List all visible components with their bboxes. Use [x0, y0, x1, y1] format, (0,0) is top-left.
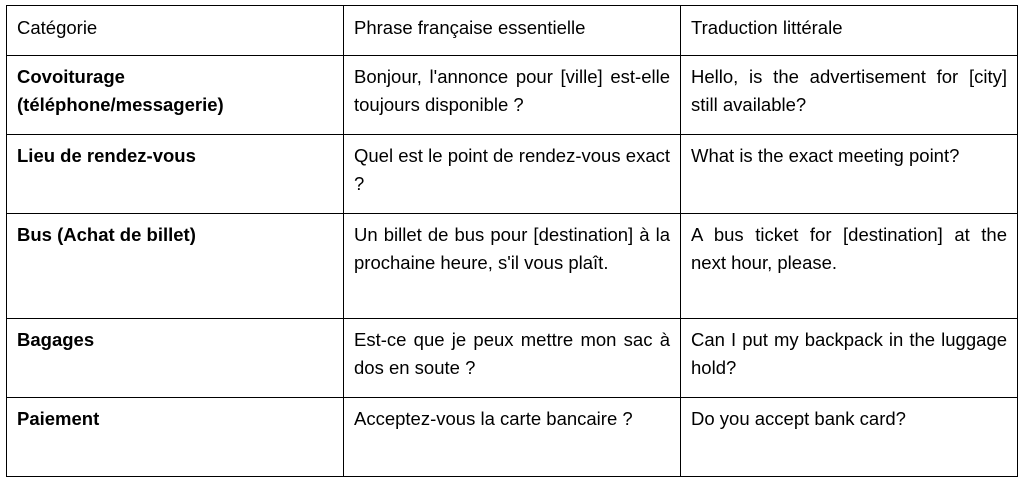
row-phrase: Bonjour, l'annonce pour [ville] est-elle toujours disponible ?: [344, 56, 681, 135]
row-translation: Can I put my backpack in the luggage hold?: [681, 319, 1018, 398]
row-translation: A bus ticket for [destination] at the next hour, please.: [681, 214, 1018, 319]
table-row: [7, 56, 1018, 135]
row-translation: Hello, is the advertisement for [city] still available?: [681, 56, 1018, 135]
row-category: Bagages: [7, 319, 344, 398]
row-category: Lieu de rendez-vous: [7, 135, 344, 214]
row-category: Covoiturage (téléphone/messagerie): [7, 56, 344, 135]
header-translation: Traduction littérale: [681, 6, 1018, 56]
header-category: Catégorie: [7, 6, 344, 56]
header-phrase: Phrase française essentielle: [344, 6, 681, 56]
row-phrase: Quel est le point de rendez-vous exact ?: [344, 135, 681, 214]
table-row: [7, 398, 1018, 477]
row-translation: What is the exact meeting point?: [681, 135, 1018, 214]
phrase-table: [6, 5, 1018, 477]
row-category: Paiement: [7, 398, 344, 477]
table-row: [7, 319, 1018, 398]
row-phrase: Acceptez-vous la carte bancaire ?: [344, 398, 681, 477]
row-translation: Do you accept bank card?: [681, 398, 1018, 477]
row-phrase: Un billet de bus pour [destination] à la prochaine heure, s'il vous plaît.: [344, 214, 681, 319]
table-row: [7, 135, 1018, 214]
row-category: Bus (Achat de billet): [7, 214, 344, 319]
row-phrase: Est-ce que je peux mettre mon sac à dos en soute ?: [344, 319, 681, 398]
table-header-row: [7, 6, 1018, 56]
table-row: [7, 214, 1018, 319]
